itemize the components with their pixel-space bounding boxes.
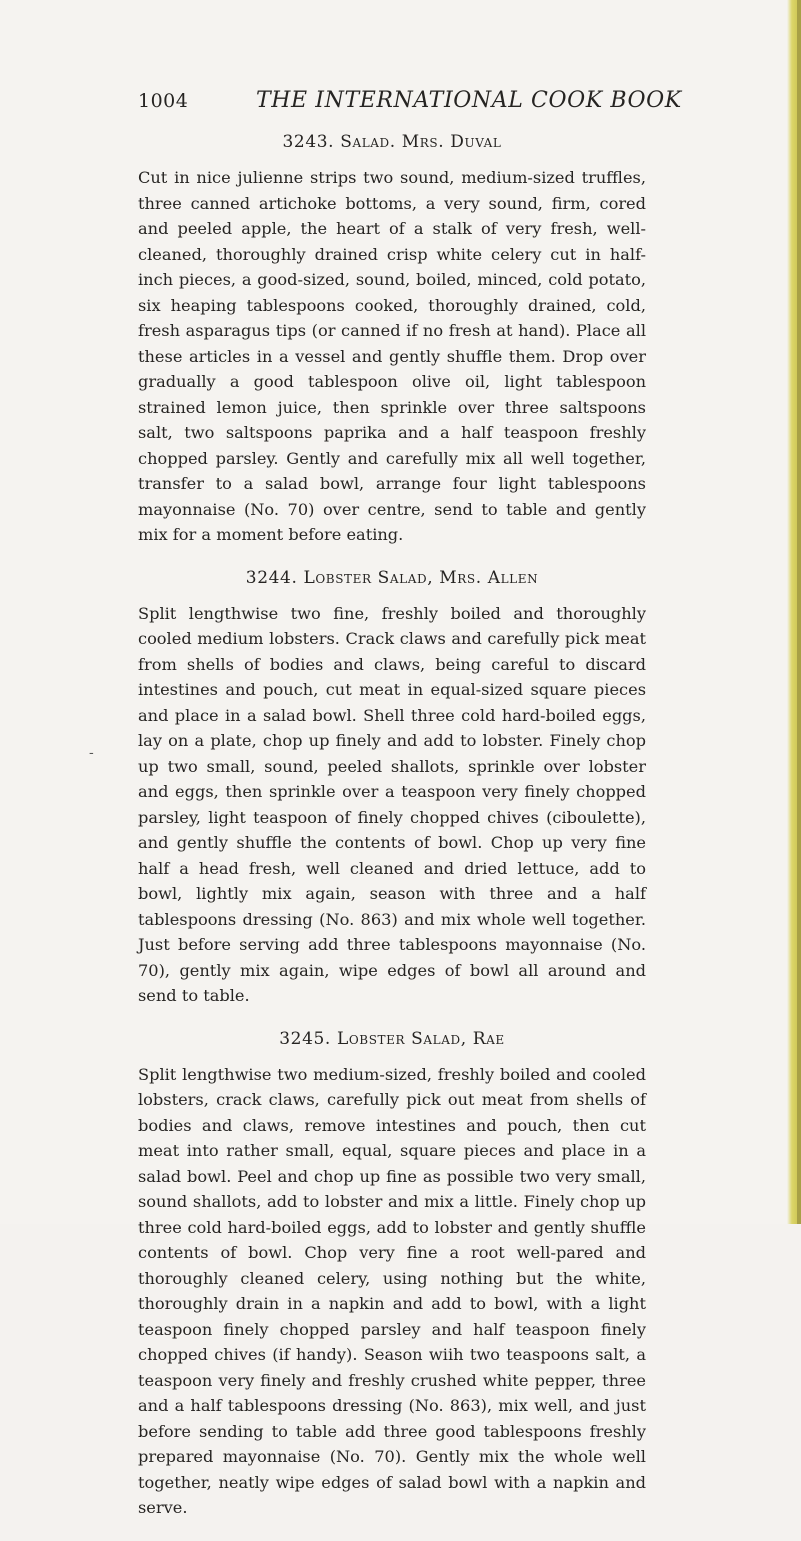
recipe-name: Salad. Mrs. Duval [340, 132, 502, 152]
running-title: THE INTERNATIONAL COOK BOOK [256, 88, 682, 113]
recipe-text: Split lengthwise two fine, freshly boiled and thoroughly cooled medium lobsters. Crack claws and carefully pick meat from shells of bodies and claws, being careful to discard intestines and pouch, cut meat in equal-sized square pieces and place in a salad bowl. Shell three cold hard-boiled eggs, lay on a plate, chop up finely and add to lobster. Finely chop up two small, sound, peeled shallots, sprinkle over lobster and eggs, then sprinkle over a teaspoon very finely chopped parsley, light teaspoon of finely chopped chives (ciboulette), and gently shuffle the contents of bowl. Chop up very fine half a head fresh, well cleaned and dried lettuce, add to bowl, lightly mix again, season with three and a half tablespoons dressing (No. 863) and mix whole well together. Just before serving add three tablespoons mayonnaise (No. 70), gently mix again, wipe edges of bowl all around and send to table. [138, 603, 646, 1005]
recipe-text: Cut in nice julienne strips two sound, medium-sized truffles, three canned artichoke bottoms, a very sound, firm, cored and peeled apple, the heart of a stalk of very fresh, well-cleaned, thoroughly drained crisp white celery cut in half-inch pieces, a good-sized, sound, boiled, minced, cold potato, six heaping tablespoons cooked, thoroughly drained, cold, fresh asparagus tips (or canned if no fresh at hand). Place all these articles in a vessel and gently shuffle them. Drop over gradually a good tablespoon olive oil, light tablespoon strained lemon juice, then sprinkle over three saltspoons salt, two saltspoons paprika and a half teaspoon freshly chopped parsley. Gently and carefully mix all well together, transfer to a salad bowl, arrange four light tablespoons mayonnaise (No. 70) over centre, send to table and gently mix for a moment before eating. [138, 168, 646, 544]
recipe-3245 [138, 1029, 646, 1521]
page-edge [797, 0, 801, 1224]
recipe-3244 [138, 568, 646, 1009]
recipe-number: 3243. [282, 132, 335, 152]
recipe-title [138, 1029, 646, 1049]
recipe-name: Lobster Salad, Rae [336, 1028, 505, 1049]
recipe-text: Split lengthwise two medium-sized, freshly boiled and cooled lobsters, crack claws, carefully pick out meat from shells of bodies and claws, remove intestines and pouch, then cut meat into rather small, equal, square pieces and place in a salad bowl. Peel and chop up fine as possible two very small, sound shallots, add to lobster and mix a little. Finely chop up three cold hard-boiled eggs, add to lobster and gently shuffle contents of bowl. Chop very fine a root well-pared and thoroughly cleaned celery, using nothing but the white, thoroughly drain in a napkin and add to bowl, with a light teaspoon finely chopped parsley and half teaspoon finely chopped chives (if handy). Season wiih two teaspoons salt, a teaspoon very finely and freshly crushed white pepper, three and a half tablespoons dressing (No. 863), mix well, and just before sending to table add three good tablespoons freshly prepared mayonnaise (No. 70). Gently mix the whole well together, neatly wipe edges of salad bowl with a napkin and serve. [138, 1064, 646, 1517]
recipe-name: Lobster Salad, Mrs. Allen [303, 567, 539, 588]
recipe-title [138, 132, 646, 152]
page-body [138, 124, 646, 1541]
recipe-number: 3245. [279, 1028, 331, 1049]
page-header [138, 88, 682, 118]
recipe-3243 [138, 132, 646, 548]
page-number: 1004 [138, 90, 189, 112]
stray-mark: - [89, 745, 94, 761]
recipe-number: 3244. [245, 567, 298, 588]
recipe-title [138, 568, 646, 588]
